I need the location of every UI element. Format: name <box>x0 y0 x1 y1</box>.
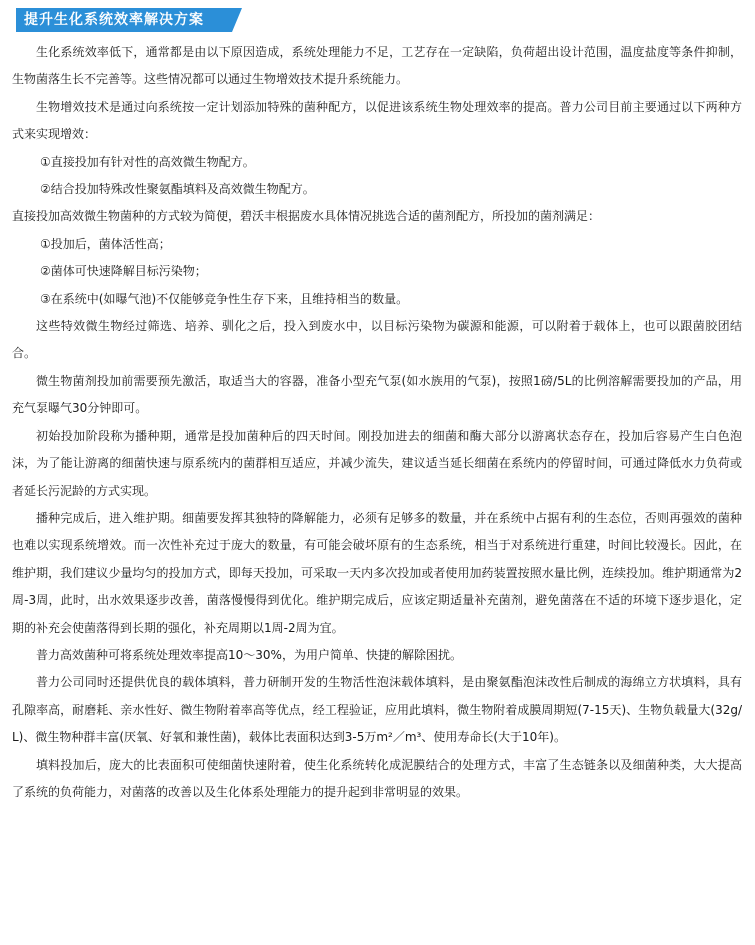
paragraph: 播种完成后，进入维护期。细菌要发挥其独特的降解能力，必须有足够多的数量，并在系统中占据有利的生态位，否则再强效的菌种也难以实现系统增效。而一次性补充过于庞大的数量，有可能会破坏原有的生态系统，相当于对系统进行重建，时间比较漫长。因此，在维护期，我们建议少量均匀的投加方式，即每天投加，可采取一天内多次投加或者使用加药装置按照水量比例，连续投加。维护期通常为2周-3周，此时，出水效果逐步改善，菌落慢慢得到优化。维护期完成后，应该定期适量补充菌剂，避免菌落在不适的环境下逐步退化，定期的补充会使菌落得到长期的强化，补充周期以1周-2周为宜。 <box>12 510 742 635</box>
paragraph: 普力公司同时还提供优良的载体填料，普力研制开发的生物活性泡沫载体填料，是由聚氨酯泡沫改性后制成的海绵立方状填料，具有孔隙率高，耐磨耗、亲水性好、微生物附着率高等优点，经工程验证，应用此填料，微生物附着成膜周期短(7-15天)、生物负载量大(32g/L)、微生物种群丰富(厌氧、好氧和兼性菌)，载体比表面积达到3-5万m²／m³、使用寿命长(大于10年)。 <box>12 675 742 745</box>
article-body <box>12 39 742 806</box>
paragraph: 初始投加阶段称为播种期，通常是投加菌种后的四天时间。刚投加进去的细菌和酶大部分以游离状态存在，投加后容易产生白色泡沫，为了能让游离的细菌快速与原系统内的菌群相互适应，并减少流失，建议适当延长细菌在系统内的停留时间，可通过降低水力负荷或者延长污泥龄的方式实现。 <box>12 428 742 498</box>
paragraph: 直接投加高效微生物菌种的方式较为简便，碧沃丰根据废水具体情况挑选合适的菌剂配方，所投加的菌剂满足： <box>12 209 601 224</box>
section-title-banner: 提升生化系统效率解决方案 <box>16 8 232 32</box>
paragraph: 填料投加后，庞大的比表面积可使细菌快速附着，使生化系统转化成泥膜结合的处理方式，丰富了生态链条以及细菌种类，大大提高了系统的负荷能力，对菌落的改善以及生化体系处理能力的提升起到非常明显的效果。 <box>12 757 742 799</box>
list-item: ③在系统中(如曝气池)不仅能够竞争性生存下来，且维持相当的数量。 <box>40 291 409 306</box>
paragraph: 普力高效菌种可将系统处理效率提高10～30%，为用户简单、快捷的解除困扰。 <box>36 647 462 662</box>
list-item: ②菌体可快速降解目标污染物； <box>40 264 207 279</box>
list-item: ②结合投加特殊改性聚氨酯填料及高效微生物配方。 <box>40 182 315 197</box>
list-item: ①直接投加有针对性的高效微生物配方。 <box>40 154 255 169</box>
paragraph: 生物增效技术是通过向系统按一定计划添加特殊的菌种配方，以促进该系统生物处理效率的提高。普力公司目前主要通过以下两种方式来实现增效： <box>12 99 742 142</box>
paragraph: 生化系统效率低下，通常都是由以下原因造成，系统处理能力不足，工艺存在一定缺陷，负荷超出设计范围，温度盐度等条件抑制，生物菌落生长不完善等。这些情况都可以通过生物增效技术提升系统能力。 <box>12 45 742 87</box>
list-item: ①投加后，菌体活性高； <box>40 236 171 251</box>
paragraph: 微生物菌剂投加前需要预先激活，取适当大的容器，准备小型充气泵(如水族用的气泵)，按照1磅/5L的比例溶解需要投加的产品，用充气泵曝气30分钟即可。 <box>12 373 742 416</box>
paragraph: 这些特效微生物经过筛选、培养、驯化之后，投入到废水中，以目标污染物为碳源和能源，可以附着于载体上，也可以跟菌胶团结合。 <box>12 319 742 361</box>
